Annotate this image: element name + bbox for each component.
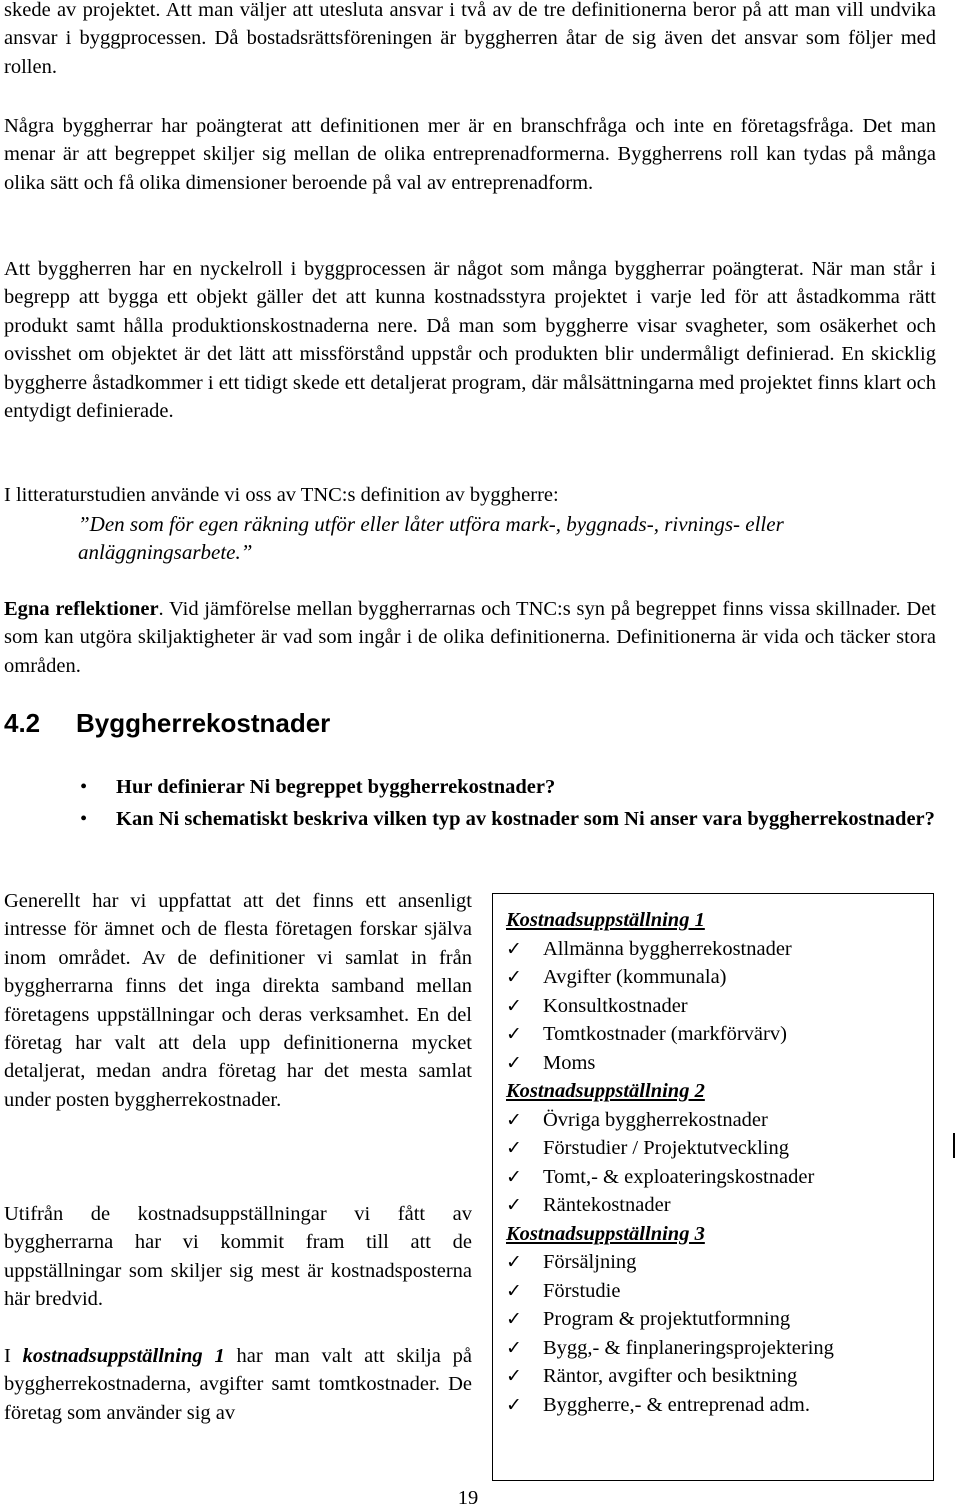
cost-item-label: Tomtkostnader (markförvärv) bbox=[543, 1023, 787, 1045]
section-number: 4.2 bbox=[4, 708, 41, 738]
reflections-text: . Vid jämförelse mellan byggherrarnas och TNC:s syn på begreppet finns vissa skillnader. Det som kan utgöra skiljaktigheter är vad som ingår i de olika definitionerna. Definitionerna är vida och täcker stora områden. bbox=[4, 598, 937, 677]
section-title: Byggherrekostnader bbox=[76, 708, 331, 738]
question-item bbox=[66, 805, 936, 833]
page-number: 19 bbox=[457, 1487, 479, 1509]
bullet-icon: • bbox=[80, 776, 88, 798]
cost-item bbox=[506, 1334, 933, 1363]
cost-item-label: Program & projektutformning bbox=[543, 1308, 791, 1330]
check-icon: ✓ bbox=[506, 1365, 522, 1387]
paragraph-utifran: Utifrån de kostnadsuppställningar vi fått av byggherrarna har vi kommit fram till att de uppställningar som skiljer sig mest är kostnadsposterna här bredvid. bbox=[4, 1203, 472, 1311]
check-icon: ✓ bbox=[506, 1393, 522, 1416]
cost-item bbox=[506, 1163, 933, 1192]
cost-item bbox=[506, 1191, 933, 1220]
cost-item-label: Förstudier / Projektutveckling bbox=[543, 1137, 789, 1159]
cost-item bbox=[506, 1362, 933, 1391]
question-text: Hur definierar Ni begreppet byggherrekostnader? bbox=[116, 776, 556, 798]
cost-item-label: Räntekostnader bbox=[543, 1194, 671, 1216]
text-segment: har man valt att skilja på byggherrekostnaderna, avgifter samt tomtkostnader. De företag som använder sig av bbox=[4, 1345, 473, 1424]
cost-item bbox=[506, 1049, 933, 1078]
check-icon: ✓ bbox=[506, 1251, 522, 1273]
cost-item bbox=[506, 1106, 933, 1135]
paragraph-intro: skede av projektet. Att man väljer att utesluta ansvar i två av de tre definitionerna beror på att man vill undvika ansvar i byggprocessen. Då bostadsrättsföreningen är byggherren åtar de sig även det ansvar som följer med rollen. bbox=[4, 0, 936, 78]
check-icon: ✓ bbox=[506, 1279, 522, 1302]
check-icon: ✓ bbox=[506, 1165, 522, 1188]
check-icon: ✓ bbox=[506, 1108, 522, 1131]
cost-item-label: Övriga byggherrekostnader bbox=[543, 1108, 768, 1131]
check-icon: ✓ bbox=[506, 1194, 522, 1216]
question-item bbox=[66, 773, 936, 801]
cost-item-label: Tomt,- & exploateringskostnader bbox=[543, 1165, 815, 1188]
cost-item-label: Räntor, avgifter och besiktning bbox=[543, 1365, 798, 1387]
question-text: Kan Ni schematiskt beskriva vilken typ av kostnader som Ni anser vara byggherrekostnader? bbox=[116, 808, 935, 831]
cost-group-title: Kostnadsuppställning 3 bbox=[506, 1222, 705, 1245]
paragraph-branschfraga: Några byggherrar har poängterat att definitionen mer är en branschfråga och inte en företagsfråga. Det man menar är att begreppet skiljer sig mellan de olika entreprenadformerna. Byggherrens roll kan tydas på många olika sätt och få olika dimensioner beroende på val av entreprenadform. bbox=[4, 115, 936, 194]
reflections-label: Egna reflektioner bbox=[4, 598, 159, 620]
cost-item bbox=[506, 935, 933, 964]
cost-item bbox=[506, 992, 933, 1021]
check-icon: ✓ bbox=[506, 1051, 522, 1074]
cost-item bbox=[506, 1277, 933, 1306]
paragraph-tnc-intro: I litteraturstudien använde vi oss av TNC:s definition av byggherre: bbox=[4, 484, 559, 506]
cost-item-label: Förstudie bbox=[543, 1279, 621, 1302]
revision-bar bbox=[953, 1133, 955, 1158]
cost-item bbox=[506, 1248, 933, 1277]
bullet-icon: • bbox=[80, 808, 88, 831]
section-heading bbox=[4, 705, 330, 741]
cost-item bbox=[506, 1020, 933, 1049]
cost-item bbox=[506, 1134, 933, 1163]
check-icon: ✓ bbox=[506, 937, 522, 960]
paragraph-generellt: Generellt har vi uppfattat att det finns ett ansenligt intresse för ämnet och de flesta företagen forskar själva inom området. Av de definitioner vi samlat in från byggherrarna finns det inga direkta samband mellan företagens uppställningar och deras verksamhet. En del företag har valt att dela upp definitionerna mycket detaljerat, medan andra företag har det mesta samlat under posten byggherrekostnader. bbox=[4, 890, 472, 1111]
cost-group-title: Kostnadsuppställning 1 bbox=[506, 909, 705, 931]
cost-item-label: Bygg,- & finplaneringsprojektering bbox=[543, 1336, 834, 1359]
emphasis-term: kostnadsuppställning 1 bbox=[22, 1345, 225, 1367]
check-icon: ✓ bbox=[506, 966, 522, 988]
cost-item-label: Försäljning bbox=[543, 1251, 637, 1273]
check-icon: ✓ bbox=[506, 1023, 522, 1045]
cost-item bbox=[506, 963, 933, 992]
cost-breakdown-box bbox=[492, 893, 934, 1481]
cost-item bbox=[506, 1391, 933, 1420]
tnc-definition-quote: ”Den som för egen räkning utför eller låter utföra mark-, byggnads-, rivnings- eller anläggningsarbete.” bbox=[78, 512, 784, 565]
check-icon: ✓ bbox=[506, 1137, 522, 1159]
cost-item bbox=[506, 1305, 933, 1334]
cost-item-label: Avgifter (kommunala) bbox=[543, 966, 727, 988]
check-icon: ✓ bbox=[506, 1308, 522, 1330]
cost-item-label: Konsultkostnader bbox=[543, 994, 688, 1017]
text-segment: I bbox=[4, 1345, 23, 1367]
paragraph-egna-reflektioner bbox=[4, 595, 936, 680]
check-icon: ✓ bbox=[506, 1336, 522, 1359]
paragraph-kostnadsuppstallning-1 bbox=[4, 1342, 472, 1427]
question-list bbox=[66, 773, 936, 838]
check-icon: ✓ bbox=[506, 994, 522, 1017]
cost-item-label: Byggherre,- & entreprenad adm. bbox=[543, 1393, 810, 1416]
paragraph-nyckelroll: Att byggherren har en nyckelroll i byggprocessen är något som många byggherrar poängterat. När man står i begrepp att bygga ett objekt gäller det att kunna kostnadsstyra projektet i varje led för att åstadkomma rätt produkt samt hålla produktionskostnaderna nere. Då man som byggherre visar svagheter, som osäkerhet och ovisshet om objektet är det lätt att missförstånd uppstår och produkten blir undermåligt definierad. En skicklig byggherre åstadkommer i ett tidigt skede ett detaljerat program, där målsättningarna med projektet finns klart och entydigt definierade. bbox=[4, 258, 936, 423]
cost-item-label: Moms bbox=[543, 1051, 596, 1074]
cost-group-title: Kostnadsuppställning 2 bbox=[506, 1080, 705, 1102]
cost-item-label: Allmänna byggherrekostnader bbox=[543, 937, 792, 960]
